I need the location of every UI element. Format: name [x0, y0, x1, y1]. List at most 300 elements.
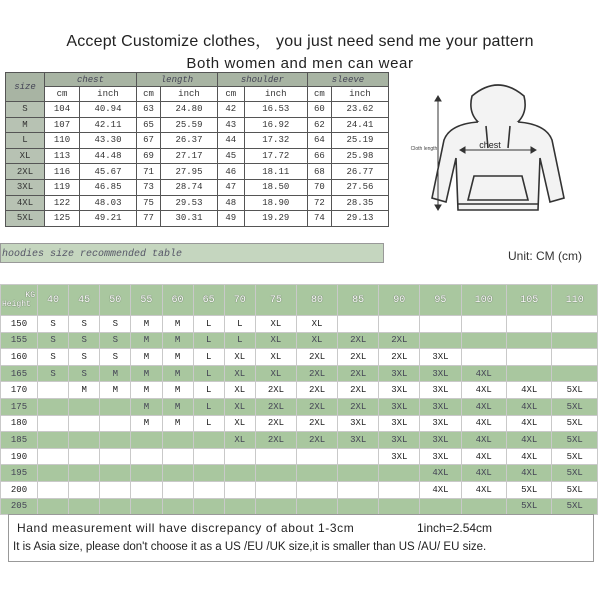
size-recommendation-cell: 5XL	[552, 448, 598, 465]
weight-header-cell: 105	[506, 285, 551, 316]
size-recommendation-cell: M	[69, 382, 100, 399]
size-recommendation-cell	[69, 448, 100, 465]
size-recommendation-cell	[461, 332, 506, 349]
size-cell: XL	[6, 148, 45, 164]
size-recommendation-cell	[100, 481, 131, 498]
measurement-cell: 25.19	[331, 133, 388, 149]
measurement-cell: 26.77	[331, 164, 388, 180]
size-recommendation-cell: M	[162, 349, 193, 366]
height-row	[1, 432, 598, 449]
size-recommendation-cell: L	[224, 332, 255, 349]
size-recommendation-cell: L	[193, 349, 224, 366]
size-recommendation-cell: M	[162, 415, 193, 432]
size-recommendation-cell	[38, 465, 69, 482]
height-cell: 200	[1, 481, 38, 498]
weight-header-cell: 65	[193, 285, 224, 316]
weight-header-cell: 45	[69, 285, 100, 316]
size-recommendation-cell: L	[193, 365, 224, 382]
size-recommendation-cell: M	[162, 332, 193, 349]
size-recommendation-cell: M	[100, 365, 131, 382]
measurement-cell: 46.85	[79, 179, 136, 195]
size-recommendation-cell: 3XL	[420, 432, 461, 449]
size-recommendation-cell	[100, 398, 131, 415]
header	[0, 28, 600, 72]
height-cell: 150	[1, 316, 38, 333]
size-recommendation-cell: 3XL	[338, 415, 379, 432]
size-recommendation-cell	[38, 415, 69, 432]
unit-cm: cm	[136, 87, 160, 102]
size-recommendation-cell	[297, 498, 338, 515]
measurement-cell: 26.37	[160, 133, 217, 149]
size-recommendation-cell	[506, 349, 551, 366]
size-recommendation-cell: 4XL	[461, 365, 506, 382]
size-recommendation-cell: L	[193, 332, 224, 349]
size-recommendation-cell	[506, 332, 551, 349]
header-line-2: Both women and men can wear	[186, 55, 414, 72]
height-row	[1, 481, 598, 498]
measurement-cell: 30.31	[160, 211, 217, 227]
size-recommendation-cell: 2XL	[297, 365, 338, 382]
length-label: Cloth length	[410, 146, 438, 152]
size-recommendation-cell: 2XL	[379, 349, 420, 366]
size-recommendation-cell: 2XL	[338, 382, 379, 399]
measurement-cell: 60	[307, 102, 331, 118]
size-recommendation-cell	[100, 432, 131, 449]
size-recommendation-cell	[162, 432, 193, 449]
note-inch-conversion: 1inch=2.54cm	[417, 521, 493, 535]
measurement-cell: 25.59	[160, 117, 217, 133]
size-recommendation-cell	[461, 316, 506, 333]
height-row	[1, 465, 598, 482]
size-recommendation-cell: 2XL	[379, 332, 420, 349]
size-recommendation-cell: 2XL	[338, 398, 379, 415]
size-recommendation-cell	[224, 465, 255, 482]
size-recommendation-cell	[338, 481, 379, 498]
size-recommendation-cell	[379, 481, 420, 498]
unit-cm: cm	[217, 87, 244, 102]
height-row	[1, 316, 598, 333]
size-recommendation-cell: 5XL	[552, 415, 598, 432]
sleeve-header: sleeve	[307, 73, 388, 87]
corner-kg: KG	[25, 291, 35, 300]
measurement-cell: 44	[217, 133, 244, 149]
unit-cm: cm	[45, 87, 80, 102]
height-cell: 190	[1, 448, 38, 465]
size-recommendation-cell	[131, 498, 162, 515]
measurement-group-header	[6, 73, 389, 87]
size-recommendation-cell: 2XL	[255, 415, 296, 432]
size-recommendation-cell	[552, 349, 598, 366]
size-recommendation-cell: L	[224, 316, 255, 333]
size-recommendation-cell: 4XL	[461, 432, 506, 449]
size-recommendation-cell: XL	[224, 432, 255, 449]
size-recommendation-cell: 4XL	[420, 481, 461, 498]
size-recommendation-cell	[379, 465, 420, 482]
measurement-cell: 104	[45, 102, 80, 118]
size-recommendation-cell: XL	[224, 398, 255, 415]
size-recommendation-cell: L	[193, 316, 224, 333]
size-recommendation-cell: XL	[255, 332, 296, 349]
size-recommendation-cell: S	[69, 349, 100, 366]
size-recommendation-cell: 5XL	[552, 498, 598, 515]
size-recommendation-cell	[193, 481, 224, 498]
measurement-cell: 28.74	[160, 179, 217, 195]
measurement-cell: 43	[217, 117, 244, 133]
size-recommendation-cell	[297, 448, 338, 465]
size-cell: S	[6, 102, 45, 118]
measurement-cell: 113	[45, 148, 80, 164]
size-recommendation-cell	[131, 481, 162, 498]
size-recommendation-cell	[552, 316, 598, 333]
size-recommendation-cell: 4XL	[461, 382, 506, 399]
measurement-cell: 48.03	[79, 195, 136, 211]
measurement-cell: 72	[307, 195, 331, 211]
size-recommendation-cell	[38, 398, 69, 415]
measurement-cell: 24.80	[160, 102, 217, 118]
size-recommendation-cell: L	[193, 398, 224, 415]
size-recommendation-cell: L	[193, 415, 224, 432]
size-recommendation-cell: 3XL	[420, 365, 461, 382]
height-cell: 155	[1, 332, 38, 349]
size-recommendation-cell	[193, 448, 224, 465]
measurement-cell: 49	[217, 211, 244, 227]
size-recommendation-cell: 3XL	[379, 365, 420, 382]
size-recommendation-cell: 4XL	[506, 398, 551, 415]
weight-header-cell: 40	[38, 285, 69, 316]
size-cell: 5XL	[6, 211, 45, 227]
measurement-cell: 27.17	[160, 148, 217, 164]
size-recommendation-cell	[506, 316, 551, 333]
weight-header-row	[1, 285, 598, 316]
size-recommendation-cell: S	[69, 332, 100, 349]
size-recommendation-cell	[338, 316, 379, 333]
size-recommendation-table	[0, 284, 598, 515]
size-recommendation-cell	[255, 465, 296, 482]
size-recommendation-cell: S	[38, 365, 69, 382]
weight-header-cell: 60	[162, 285, 193, 316]
weight-header-cell: 80	[297, 285, 338, 316]
size-recommendation-cell	[69, 432, 100, 449]
height-row	[1, 398, 598, 415]
measurement-cell: 68	[307, 164, 331, 180]
size-recommendation-cell: 5XL	[506, 481, 551, 498]
note-box	[8, 514, 594, 562]
size-recommendation-cell	[552, 365, 598, 382]
size-recommendation-cell	[38, 498, 69, 515]
size-recommendation-cell: S	[100, 349, 131, 366]
measurement-cell: 42	[217, 102, 244, 118]
measurement-cell: 23.62	[331, 102, 388, 118]
size-recommendation-cell: S	[38, 349, 69, 366]
chest-label: chest	[479, 140, 501, 150]
size-recommendation-cell	[420, 332, 461, 349]
size-recommendation-cell: 2XL	[297, 432, 338, 449]
size-recommendation-cell	[224, 448, 255, 465]
size-recommendation-cell: 4XL	[506, 432, 551, 449]
measurement-cell: 67	[136, 133, 160, 149]
size-recommendation-cell	[162, 448, 193, 465]
size-recommendation-cell	[162, 465, 193, 482]
size-recommendation-cell: M	[162, 398, 193, 415]
size-recommendation-cell: S	[100, 332, 131, 349]
measurement-cell: 119	[45, 179, 80, 195]
size-recommendation-cell	[297, 465, 338, 482]
size-recommendation-cell: 4XL	[420, 465, 461, 482]
weight-header-cell: 100	[461, 285, 506, 316]
size-recommendation-cell: S	[100, 316, 131, 333]
size-recommendation-cell: 5XL	[552, 481, 598, 498]
size-recommendation-cell: M	[131, 349, 162, 366]
size-cell: M	[6, 117, 45, 133]
size-recommendation-cell: 4XL	[461, 415, 506, 432]
header-line-1: Accept Customize clothes， you just need send me your pattern	[66, 33, 534, 50]
size-recommendation-cell	[461, 349, 506, 366]
measurement-cell: 44.48	[79, 148, 136, 164]
size-recommendation-cell: 3XL	[379, 415, 420, 432]
size-recommendation-cell: 3XL	[379, 382, 420, 399]
size-recommendation-cell	[162, 481, 193, 498]
size-recommendation-cell: 3XL	[420, 415, 461, 432]
measurement-cell: 65	[136, 117, 160, 133]
weight-header-cell: 50	[100, 285, 131, 316]
weight-header-cell: 110	[552, 285, 598, 316]
size-recommendation-cell	[193, 432, 224, 449]
measurement-cell: 116	[45, 164, 80, 180]
size-recommendation-cell: S	[38, 332, 69, 349]
measurement-cell: 62	[307, 117, 331, 133]
size-recommendation-cell	[69, 498, 100, 515]
measurement-cell: 45	[217, 148, 244, 164]
measurement-cell: 125	[45, 211, 80, 227]
size-recommendation-cell	[38, 432, 69, 449]
measurement-cell: 18.11	[244, 164, 307, 180]
unit-inch: inch	[160, 87, 217, 102]
size-recommendation-cell	[338, 465, 379, 482]
measurement-cell: 16.92	[244, 117, 307, 133]
size-cell: 4XL	[6, 195, 45, 211]
size-recommendation-cell	[131, 448, 162, 465]
measurement-cell: 49.21	[79, 211, 136, 227]
size-recommendation-cell: M	[162, 365, 193, 382]
size-recommendation-cell: 3XL	[420, 398, 461, 415]
size-recommendation-cell	[338, 498, 379, 515]
size-recommendation-cell: 5XL	[552, 432, 598, 449]
height-row	[1, 349, 598, 366]
measurement-cell: 77	[136, 211, 160, 227]
size-recommendation-cell: 3XL	[379, 432, 420, 449]
shoulder-header: shoulder	[217, 73, 307, 87]
size-recommendation-cell	[100, 415, 131, 432]
height-cell: 160	[1, 349, 38, 366]
size-recommendation-cell: XL	[297, 332, 338, 349]
height-cell: 195	[1, 465, 38, 482]
measurement-cell: 46	[217, 164, 244, 180]
size-recommendation-cell: 4XL	[461, 481, 506, 498]
size-recommendation-cell	[255, 448, 296, 465]
measurement-cell: 43.30	[79, 133, 136, 149]
size-recommendation-cell: L	[193, 382, 224, 399]
weight-header-cell: 85	[338, 285, 379, 316]
measurement-cell: 48	[217, 195, 244, 211]
size-recommendation-cell	[100, 448, 131, 465]
size-recommendation-cell: M	[162, 316, 193, 333]
measurement-cell: 18.90	[244, 195, 307, 211]
measurement-cell: 25.98	[331, 148, 388, 164]
measurement-table	[5, 72, 389, 227]
measurement-cell: 45.67	[79, 164, 136, 180]
measurement-row	[6, 164, 389, 180]
size-recommendation-cell	[461, 498, 506, 515]
size-recommendation-cell: M	[131, 398, 162, 415]
height-cell: 170	[1, 382, 38, 399]
size-recommendation-cell	[338, 448, 379, 465]
measurement-cell: 40.94	[79, 102, 136, 118]
size-recommendation-cell	[69, 481, 100, 498]
measurement-cell: 17.32	[244, 133, 307, 149]
measurement-cell: 71	[136, 164, 160, 180]
size-recommendation-cell: 2XL	[338, 332, 379, 349]
measurement-row	[6, 117, 389, 133]
corner-height: Height	[2, 300, 31, 309]
measurement-row	[6, 102, 389, 118]
size-recommendation-cell: XL	[255, 349, 296, 366]
size-recommendation-cell	[69, 398, 100, 415]
size-recommendation-cell: 3XL	[420, 382, 461, 399]
measurement-cell: 27.56	[331, 179, 388, 195]
size-recommendation-cell: XL	[297, 316, 338, 333]
size-recommendation-cell: 4XL	[506, 465, 551, 482]
corner-cell	[1, 285, 38, 316]
length-header: length	[136, 73, 217, 87]
weight-header-cell: 90	[379, 285, 420, 316]
measurement-row	[6, 148, 389, 164]
size-recommendation-cell	[131, 465, 162, 482]
measurement-cell: 75	[136, 195, 160, 211]
weight-header-cell: 95	[420, 285, 461, 316]
measurement-cell: 70	[307, 179, 331, 195]
size-recommendation-cell: 5XL	[552, 398, 598, 415]
size-recommendation-cell: XL	[224, 382, 255, 399]
size-recommendation-cell: 5XL	[506, 498, 551, 515]
size-recommendation-cell: 2XL	[338, 349, 379, 366]
size-header: size	[6, 73, 45, 102]
size-recommendation-cell	[38, 382, 69, 399]
measurement-cell: 24.41	[331, 117, 388, 133]
size-recommendation-cell	[224, 498, 255, 515]
size-recommendation-cell: XL	[224, 365, 255, 382]
size-recommendation-cell	[420, 498, 461, 515]
size-recommendation-cell: M	[100, 382, 131, 399]
size-recommendation-cell: 2XL	[297, 415, 338, 432]
size-recommendation-cell: 4XL	[506, 382, 551, 399]
size-recommendation-cell: 3XL	[420, 448, 461, 465]
size-recommendation-cell: M	[131, 332, 162, 349]
size-recommendation-cell: 5XL	[552, 465, 598, 482]
unit-inch: inch	[331, 87, 388, 102]
measurement-cell: 16.53	[244, 102, 307, 118]
size-recommendation-cell: 3XL	[379, 398, 420, 415]
size-recommendation-cell: M	[162, 382, 193, 399]
size-recommendation-cell: 2XL	[255, 432, 296, 449]
size-cell: 3XL	[6, 179, 45, 195]
size-recommendation-cell	[100, 498, 131, 515]
unit-label: Unit: CM (cm)	[508, 249, 582, 263]
weight-header-cell: 75	[255, 285, 296, 316]
size-recommendation-cell: M	[131, 415, 162, 432]
measurement-cell: 110	[45, 133, 80, 149]
size-recommendation-cell	[297, 481, 338, 498]
unit-inch: inch	[79, 87, 136, 102]
size-recommendation-cell: M	[131, 382, 162, 399]
size-recommendation-cell: XL	[224, 349, 255, 366]
measurement-cell: 73	[136, 179, 160, 195]
size-cell: 2XL	[6, 164, 45, 180]
measurement-row	[6, 195, 389, 211]
size-recommendation-cell: 2XL	[297, 382, 338, 399]
size-recommendation-cell: 4XL	[506, 448, 551, 465]
size-recommendation-cell	[379, 498, 420, 515]
size-recommendation-cell	[193, 498, 224, 515]
hoodie-illustration	[410, 78, 585, 223]
size-recommendation-cell: 3XL	[420, 349, 461, 366]
size-recommendation-cell: 2XL	[297, 398, 338, 415]
measurement-cell: 19.29	[244, 211, 307, 227]
size-recommendation-cell	[162, 498, 193, 515]
size-recommendation-cell: 4XL	[506, 415, 551, 432]
measurement-cell: 74	[307, 211, 331, 227]
size-recommendation-cell: 5XL	[552, 382, 598, 399]
height-row	[1, 365, 598, 382]
size-recommendation-cell: 2XL	[338, 365, 379, 382]
size-recommendation-cell	[552, 332, 598, 349]
measurement-unit-header	[6, 87, 389, 102]
height-cell: 185	[1, 432, 38, 449]
size-recommendation-cell: 4XL	[461, 448, 506, 465]
measurement-cell: 28.35	[331, 195, 388, 211]
unit-cm: cm	[307, 87, 331, 102]
size-recommendation-cell: 4XL	[461, 398, 506, 415]
height-row	[1, 415, 598, 432]
unit-inch: inch	[244, 87, 307, 102]
measurement-cell: 18.50	[244, 179, 307, 195]
weight-header-cell: 55	[131, 285, 162, 316]
height-row	[1, 448, 598, 465]
size-recommendation-cell	[255, 498, 296, 515]
height-cell: 175	[1, 398, 38, 415]
measurement-cell: 29.53	[160, 195, 217, 211]
size-recommendation-cell	[100, 465, 131, 482]
height-row	[1, 498, 598, 515]
size-recommendation-cell	[69, 465, 100, 482]
size-recommendation-cell: XL	[255, 365, 296, 382]
size-recommendation-cell	[69, 415, 100, 432]
measurement-cell: 27.95	[160, 164, 217, 180]
size-recommendation-cell	[193, 465, 224, 482]
measurement-row	[6, 133, 389, 149]
size-recommendation-cell	[38, 448, 69, 465]
size-recommendation-cell: S	[38, 316, 69, 333]
size-recommendation-cell: S	[69, 316, 100, 333]
size-recommendation-cell	[131, 432, 162, 449]
height-row	[1, 332, 598, 349]
height-cell: 180	[1, 415, 38, 432]
height-cell: 165	[1, 365, 38, 382]
measurement-row	[6, 211, 389, 227]
size-recommendation-cell: 3XL	[338, 432, 379, 449]
measurement-cell: 64	[307, 133, 331, 149]
weight-header-cell: 70	[224, 285, 255, 316]
size-recommendation-cell: XL	[255, 316, 296, 333]
